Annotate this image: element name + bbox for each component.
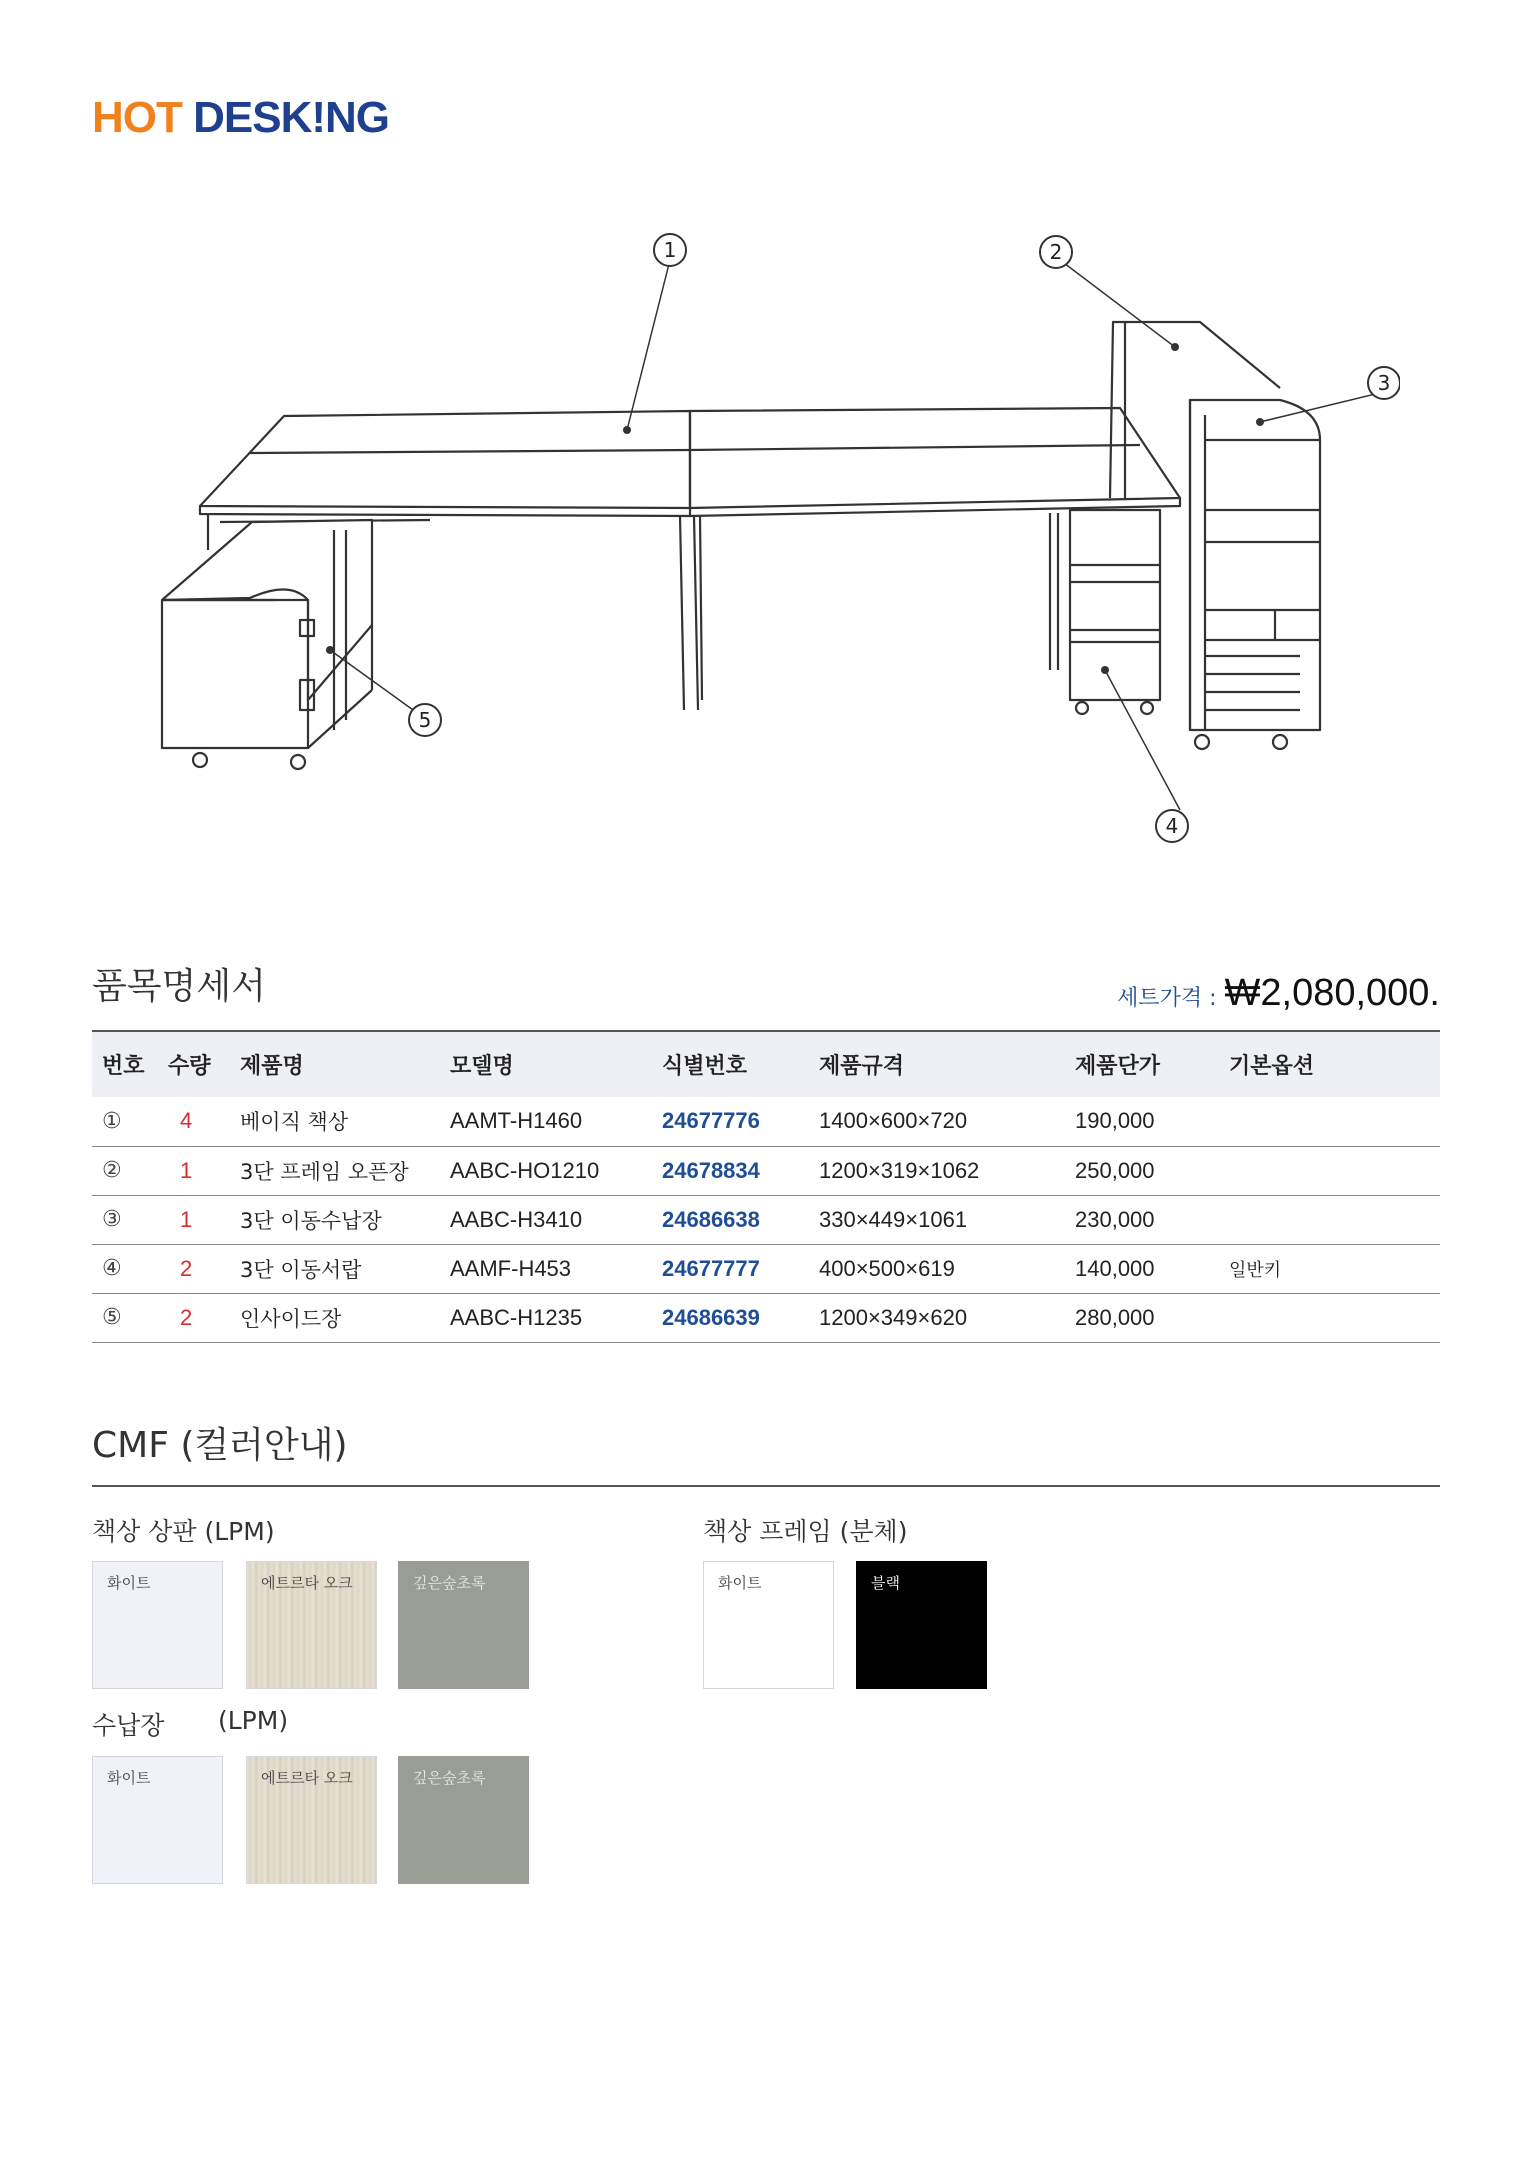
- row-spec: 330×449×1061: [809, 1195, 1065, 1244]
- desk-top-title: 책상 상판 (LPM): [92, 1517, 275, 1546]
- row-id: 24686639: [652, 1293, 809, 1342]
- swatch-label: 에트르타 오크: [261, 1769, 353, 1787]
- swatch-desk-top-white: [92, 1561, 223, 1689]
- cmf-section-title: CMF (컬러안내): [92, 1425, 348, 1466]
- swatch-label: 화이트: [718, 1574, 762, 1592]
- row-name: 인사이드장: [230, 1293, 440, 1342]
- row-qty: 1: [158, 1146, 230, 1195]
- table-row: [92, 1293, 1440, 1342]
- table-row: [92, 1195, 1440, 1244]
- col-model: 모델명: [450, 1054, 514, 1079]
- row-id: 24677776: [652, 1097, 809, 1146]
- logo-hot: HOT: [92, 93, 182, 142]
- row-qty: 1: [158, 1195, 230, 1244]
- set-price-value: ₩2,080,000.: [1224, 972, 1440, 1014]
- row-model: AABC-HO1210: [440, 1146, 652, 1195]
- row-name: 3단 이동서랍: [230, 1244, 440, 1293]
- row-name: 3단 프레임 오픈장: [230, 1146, 440, 1195]
- swatch-desk-top-oak: [246, 1561, 377, 1689]
- row-option: [1219, 1293, 1440, 1342]
- callout-5: 5: [418, 708, 432, 732]
- swatch-storage-oak: [246, 1756, 377, 1884]
- col-spec: 제품규격: [819, 1054, 905, 1079]
- row-spec: 1200×349×620: [809, 1293, 1065, 1342]
- table-row: [92, 1244, 1440, 1293]
- row-qty: 4: [158, 1097, 230, 1146]
- row-id: 24678834: [652, 1146, 809, 1195]
- spec-table-header: [92, 1031, 1440, 1097]
- row-qty: 2: [158, 1293, 230, 1342]
- swatch-frame-white: [703, 1561, 834, 1689]
- row-price: 230,000: [1065, 1195, 1219, 1244]
- col-qty: 수량: [168, 1054, 211, 1079]
- row-id: 24686638: [652, 1195, 809, 1244]
- row-price: 250,000: [1065, 1146, 1219, 1195]
- row-price: 140,000: [1065, 1244, 1219, 1293]
- callout-4: 4: [1165, 814, 1179, 838]
- col-no: 번호: [102, 1054, 145, 1079]
- col-price: 제품단가: [1075, 1054, 1161, 1079]
- row-price: 280,000: [1065, 1293, 1219, 1342]
- row-model: AAMT-H1460: [440, 1097, 652, 1146]
- cmf-divider: [92, 1485, 1440, 1487]
- swatch-label: 깊은숲초록: [413, 1574, 486, 1592]
- row-no: ①: [92, 1097, 158, 1146]
- row-option: [1219, 1146, 1440, 1195]
- row-option: [1219, 1195, 1440, 1244]
- table-row: [92, 1146, 1440, 1195]
- swatch-desk-top-green: [398, 1561, 529, 1689]
- swatch-label: 깊은숲초록: [413, 1769, 486, 1787]
- callout-2: 2: [1049, 240, 1063, 264]
- col-name: 제품명: [240, 1054, 304, 1079]
- spec-section-title: 품목명세서: [92, 966, 266, 1007]
- row-no: ②: [92, 1146, 158, 1195]
- row-model: AABC-H3410: [440, 1195, 652, 1244]
- set-price: [1117, 972, 1440, 1015]
- row-model: AAMF-H453: [440, 1244, 652, 1293]
- row-spec: 1200×319×1062: [809, 1146, 1065, 1195]
- row-name: 3단 이동수납장: [230, 1195, 440, 1244]
- row-no: ⑤: [92, 1293, 158, 1342]
- product-illustration: [150, 230, 1400, 860]
- callout-1: 1: [663, 238, 677, 262]
- table-row: [92, 1097, 1440, 1146]
- set-price-label: 세트가격 :: [1117, 986, 1217, 1011]
- swatch-label: 화이트: [107, 1574, 151, 1592]
- row-option: [1219, 1097, 1440, 1146]
- row-spec: 400×500×619: [809, 1244, 1065, 1293]
- row-no: ④: [92, 1244, 158, 1293]
- row-id: 24677777: [652, 1244, 809, 1293]
- swatch-label: 화이트: [107, 1769, 151, 1787]
- swatch-label: 블랙: [871, 1574, 900, 1592]
- swatch-storage-white: [92, 1756, 223, 1884]
- row-model: AABC-H1235: [440, 1293, 652, 1342]
- desk-frame-title: 책상 프레임 (분체): [703, 1517, 908, 1546]
- row-qty: 2: [158, 1244, 230, 1293]
- row-price: 190,000: [1065, 1097, 1219, 1146]
- row-no: ③: [92, 1195, 158, 1244]
- storage-title-suffix: (LPM): [218, 1706, 289, 1735]
- logo-desking: DESK!NG: [193, 93, 390, 142]
- spec-table: [92, 1030, 1440, 1343]
- callout-3: 3: [1377, 371, 1391, 395]
- col-option: 기본옵션: [1229, 1054, 1315, 1079]
- swatch-frame-black: [856, 1561, 987, 1689]
- row-spec: 1400×600×720: [809, 1097, 1065, 1146]
- swatch-label: 에트르타 오크: [261, 1574, 353, 1592]
- storage-title: 수납장: [92, 1711, 165, 1740]
- row-name: 베이직 책상: [230, 1097, 440, 1146]
- swatch-storage-green: [398, 1756, 529, 1884]
- col-id: 식별번호: [662, 1054, 748, 1079]
- brand-logo: [92, 93, 390, 142]
- row-option: 일반키: [1219, 1244, 1440, 1293]
